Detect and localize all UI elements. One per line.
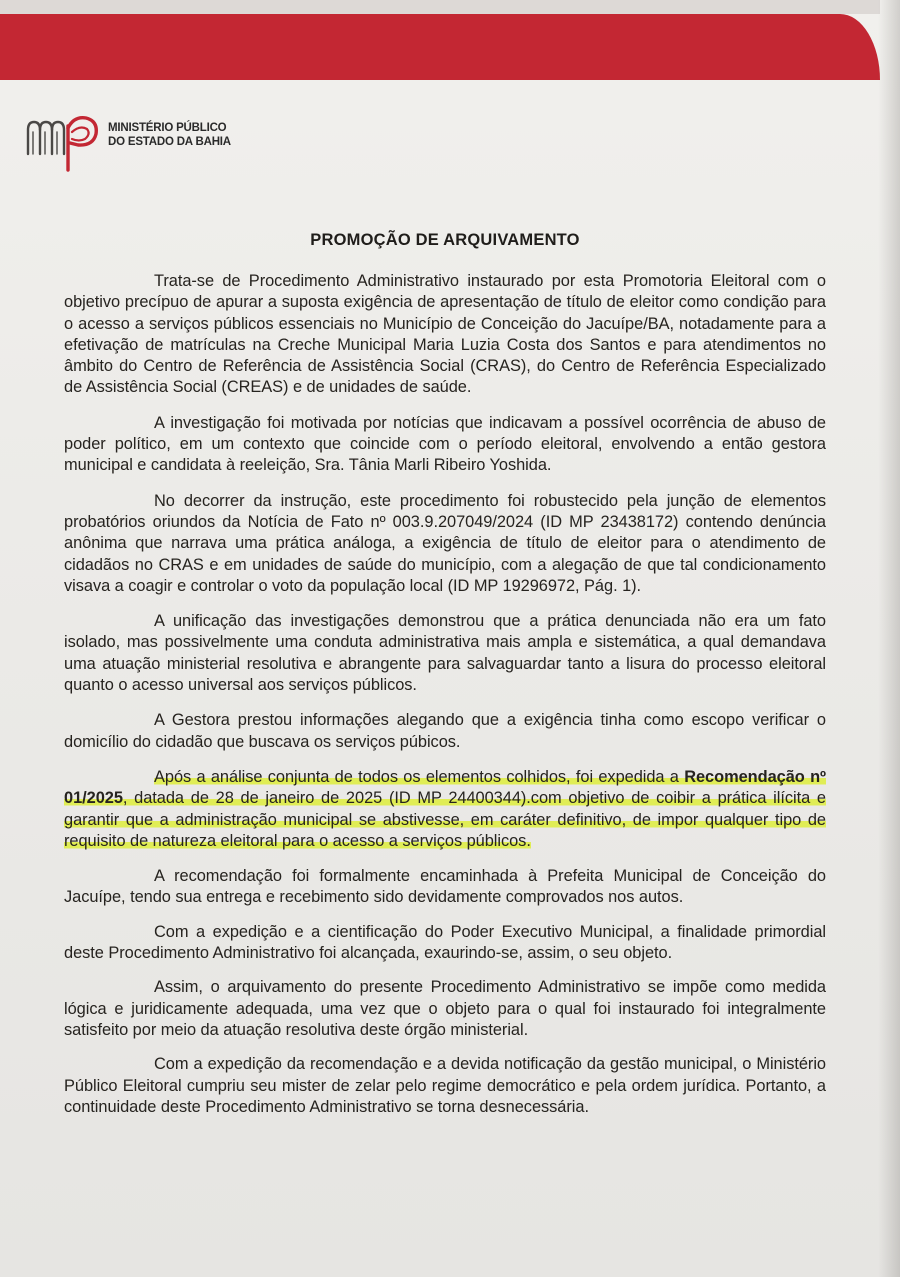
- paragraph-5: A Gestora prestou informações alegando que a exigência tinha como escopo verificar o domicílio do cidadão que buscava os serviços púbicos.: [64, 711, 826, 751]
- org-name-line1: MINISTÉRIO PÚBLICO: [108, 122, 227, 134]
- paragraph-highlighted: [64, 767, 826, 852]
- highlight-after: , datada de 28 de janeiro de 2025 (ID MP 24400344).com objetivo de coibir a prática ilícita e garantir que a administração municipal se abstivesse, em caráter definitivo, de impor qualquer tipo de requisito de natureza eleitoral para o acesso a serviços públicos.: [64, 789, 826, 850]
- org-name-line2: DO ESTADO DA BAHIA: [108, 136, 231, 148]
- page-shadow-edge: [878, 0, 900, 1277]
- highlight-before: Após a análise conjunta de todos os elementos colhidos, foi expedida a: [154, 767, 685, 786]
- document-title: PROMOÇÃO DE ARQUIVAMENTO: [310, 231, 580, 249]
- paragraph-10: Com a expedição da recomendação e a devida notificação da gestão municipal, o Ministério Público Eleitoral cumpriu seu mister de zelar pelo regime democrático e pela ordem jurídica. Portanto, a continuidade deste Procedimento Administrativo se torna desnecessária.: [64, 1055, 826, 1116]
- recommendation-ref: Recomendação nº 01/2025: [64, 767, 826, 808]
- paragraph-8: Com a expedição e a cientificação do Poder Executivo Municipal, a finalidade primordial deste Procedimento Administrativo foi alcançada, exaurindo-se, assim, o seu objeto.: [64, 922, 826, 963]
- paragraph-7: A recomendação foi formalmente encaminhada à Prefeita Municipal de Conceição do Jacuípe, tendo sua entrega e recebimento sido devidamente comprovados nos autos.: [64, 867, 826, 907]
- paragraph-2: A investigação foi motivada por notícias que indicavam a possível ocorrência de abuso de poder político, em um contexto que coincide com o período eleitoral, envolvendo a então gestora municipal e candidata à reeleição, Sra. Tânia Marli Ribeiro Yoshida.: [64, 413, 826, 475]
- paragraph-3: No decorrer da instrução, este procedimento foi robustecido pela junção de elementos probatórios oriundos da Notícia de Fato nº 003.9.207049/2024 (ID MP 23438172) contendo denúncia anônima que narrava uma prática análoga, a exigência de título de eleitor para o atendimento de cidadãos no CRAS e em unidades de saúde do município, com a alegação de que tal condicionamento visava a coagir e controlar o voto da população local (ID MP 19296972, Pág. 1).: [64, 491, 826, 595]
- header-red-band: [0, 14, 880, 80]
- document-body: [64, 271, 826, 1131]
- paragraph-4: A unificação das investigações demonstrou que a prática denunciada não era um fato isolado, mas possivelmente uma conduta administrativa mais ampla e sistemática, a qual demandava uma atuação ministerial resolutiva e abrangente para salvaguardar tanto a lisura do processo eleitoral quanto o acesso universal aos serviços públicos.: [64, 612, 826, 695]
- paragraph-1: Trata-se de Procedimento Administrativo instaurado por esta Promotoria Eleitoral com o objetivo precípuo de apurar a suposta exigência de apresentação de título de eleitor como condição para o acesso a serviços públicos essenciais no Município de Conceição do Jacuípe/BA, notadamente para a efetivação de matrículas na Creche Municipal Maria Luzia Costa dos Santos e para atendimentos no âmbito do Centro de Referência de Assistência Social (CRAS), do Centro de Referência Especializado de Assistência Social (CREAS) e de unidades de saúde.: [64, 272, 826, 397]
- organization-name: [108, 121, 231, 149]
- mp-logo-icon: [24, 110, 104, 172]
- paragraph-9: Assim, o arquivamento do presente Procedimento Administrativo se impõe como medida lógica e juridicamente adequada, uma vez que o objeto para o qual foi instaurado foi integralmente satisfeito por meio da atuação resolutiva deste órgão ministerial.: [64, 978, 826, 1039]
